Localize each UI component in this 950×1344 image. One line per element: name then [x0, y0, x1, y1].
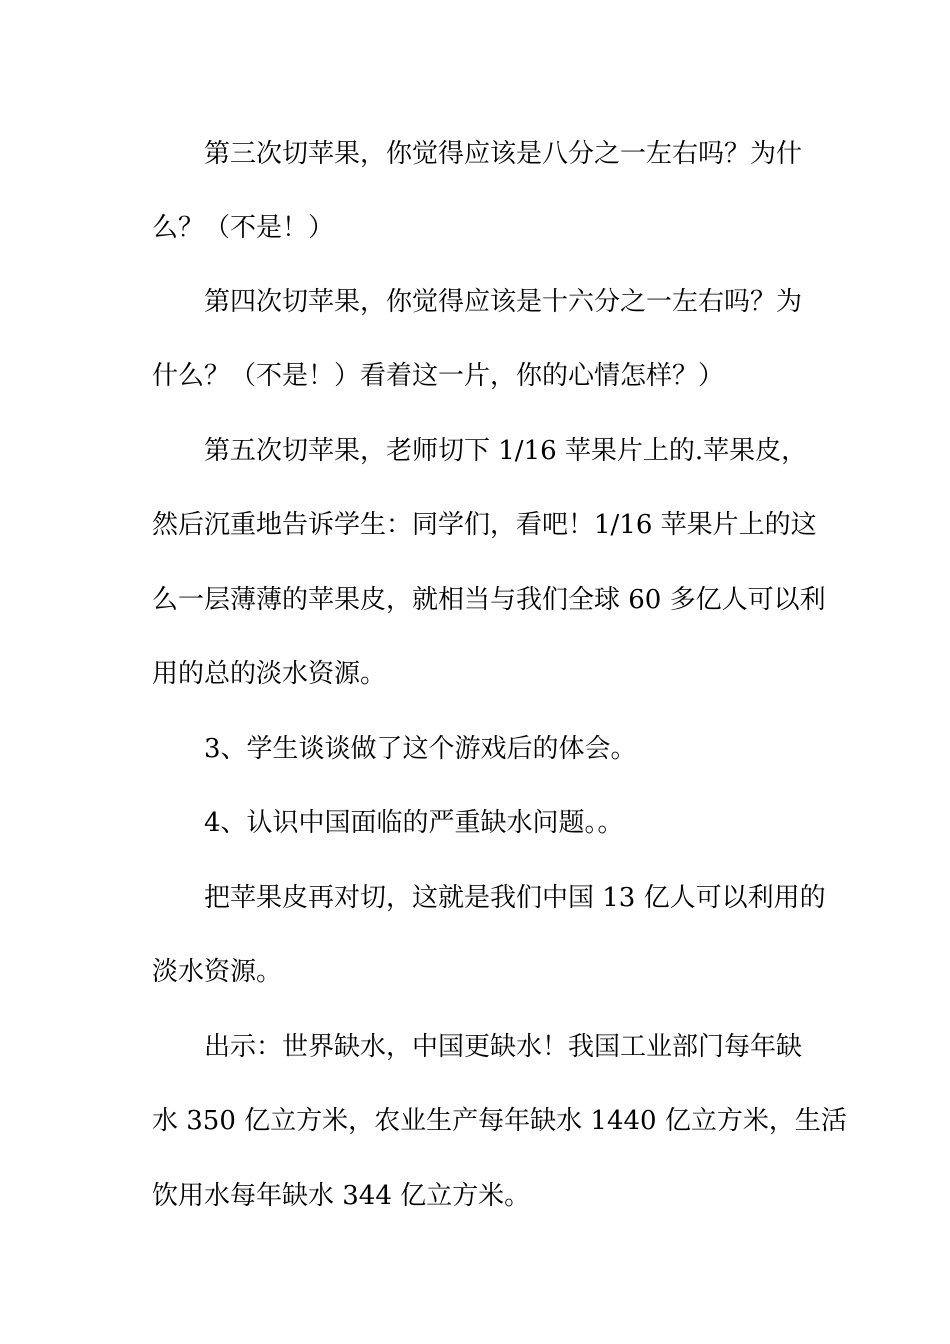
paragraph-line: 第五次切苹果，老师切下 1/16 苹果片上的.苹果皮， [204, 436, 808, 466]
paragraph-line: 然后沉重地告诉学生：同学们，看吧！1/16 苹果片上的这 [152, 510, 817, 540]
paragraph-line: 把苹果皮再对切，这就是我们中国 13 亿人可以利用的 [204, 883, 826, 913]
paragraph-line: 什么？（不是！）看着这一片，你的心情怎样？） [152, 361, 725, 391]
paragraph-line: 淡水资源。 [152, 957, 283, 987]
paragraph-line: 第三次切苹果，你觉得应该是八分之一左右吗？为什 [204, 139, 803, 169]
paragraph-line: 饮用水每年缺水 344 亿立方米。 [152, 1181, 531, 1211]
paragraph-line: 么一层薄薄的苹果皮，就相当与我们全球 60 多亿人可以利 [152, 585, 826, 615]
paragraph-line: 么？（不是！） [152, 213, 335, 243]
paragraph-line: 水 350 亿立方米，农业生产每年缺水 1440 亿立方米，生活 [152, 1106, 847, 1136]
paragraph-line: 出示：世界缺水，中国更缺水！我国工业部门每年缺 [204, 1032, 803, 1062]
paragraph-line: 4、认识中国面临的严重缺水问题。。 [204, 808, 624, 838]
paragraph-line: 第四次切苹果，你觉得应该是十六分之一左右吗？为 [204, 287, 803, 317]
paragraph-line: 3、学生谈谈做了这个游戏后的体会。 [204, 734, 637, 764]
paragraph-line: 用的总的淡水资源。 [152, 659, 387, 689]
